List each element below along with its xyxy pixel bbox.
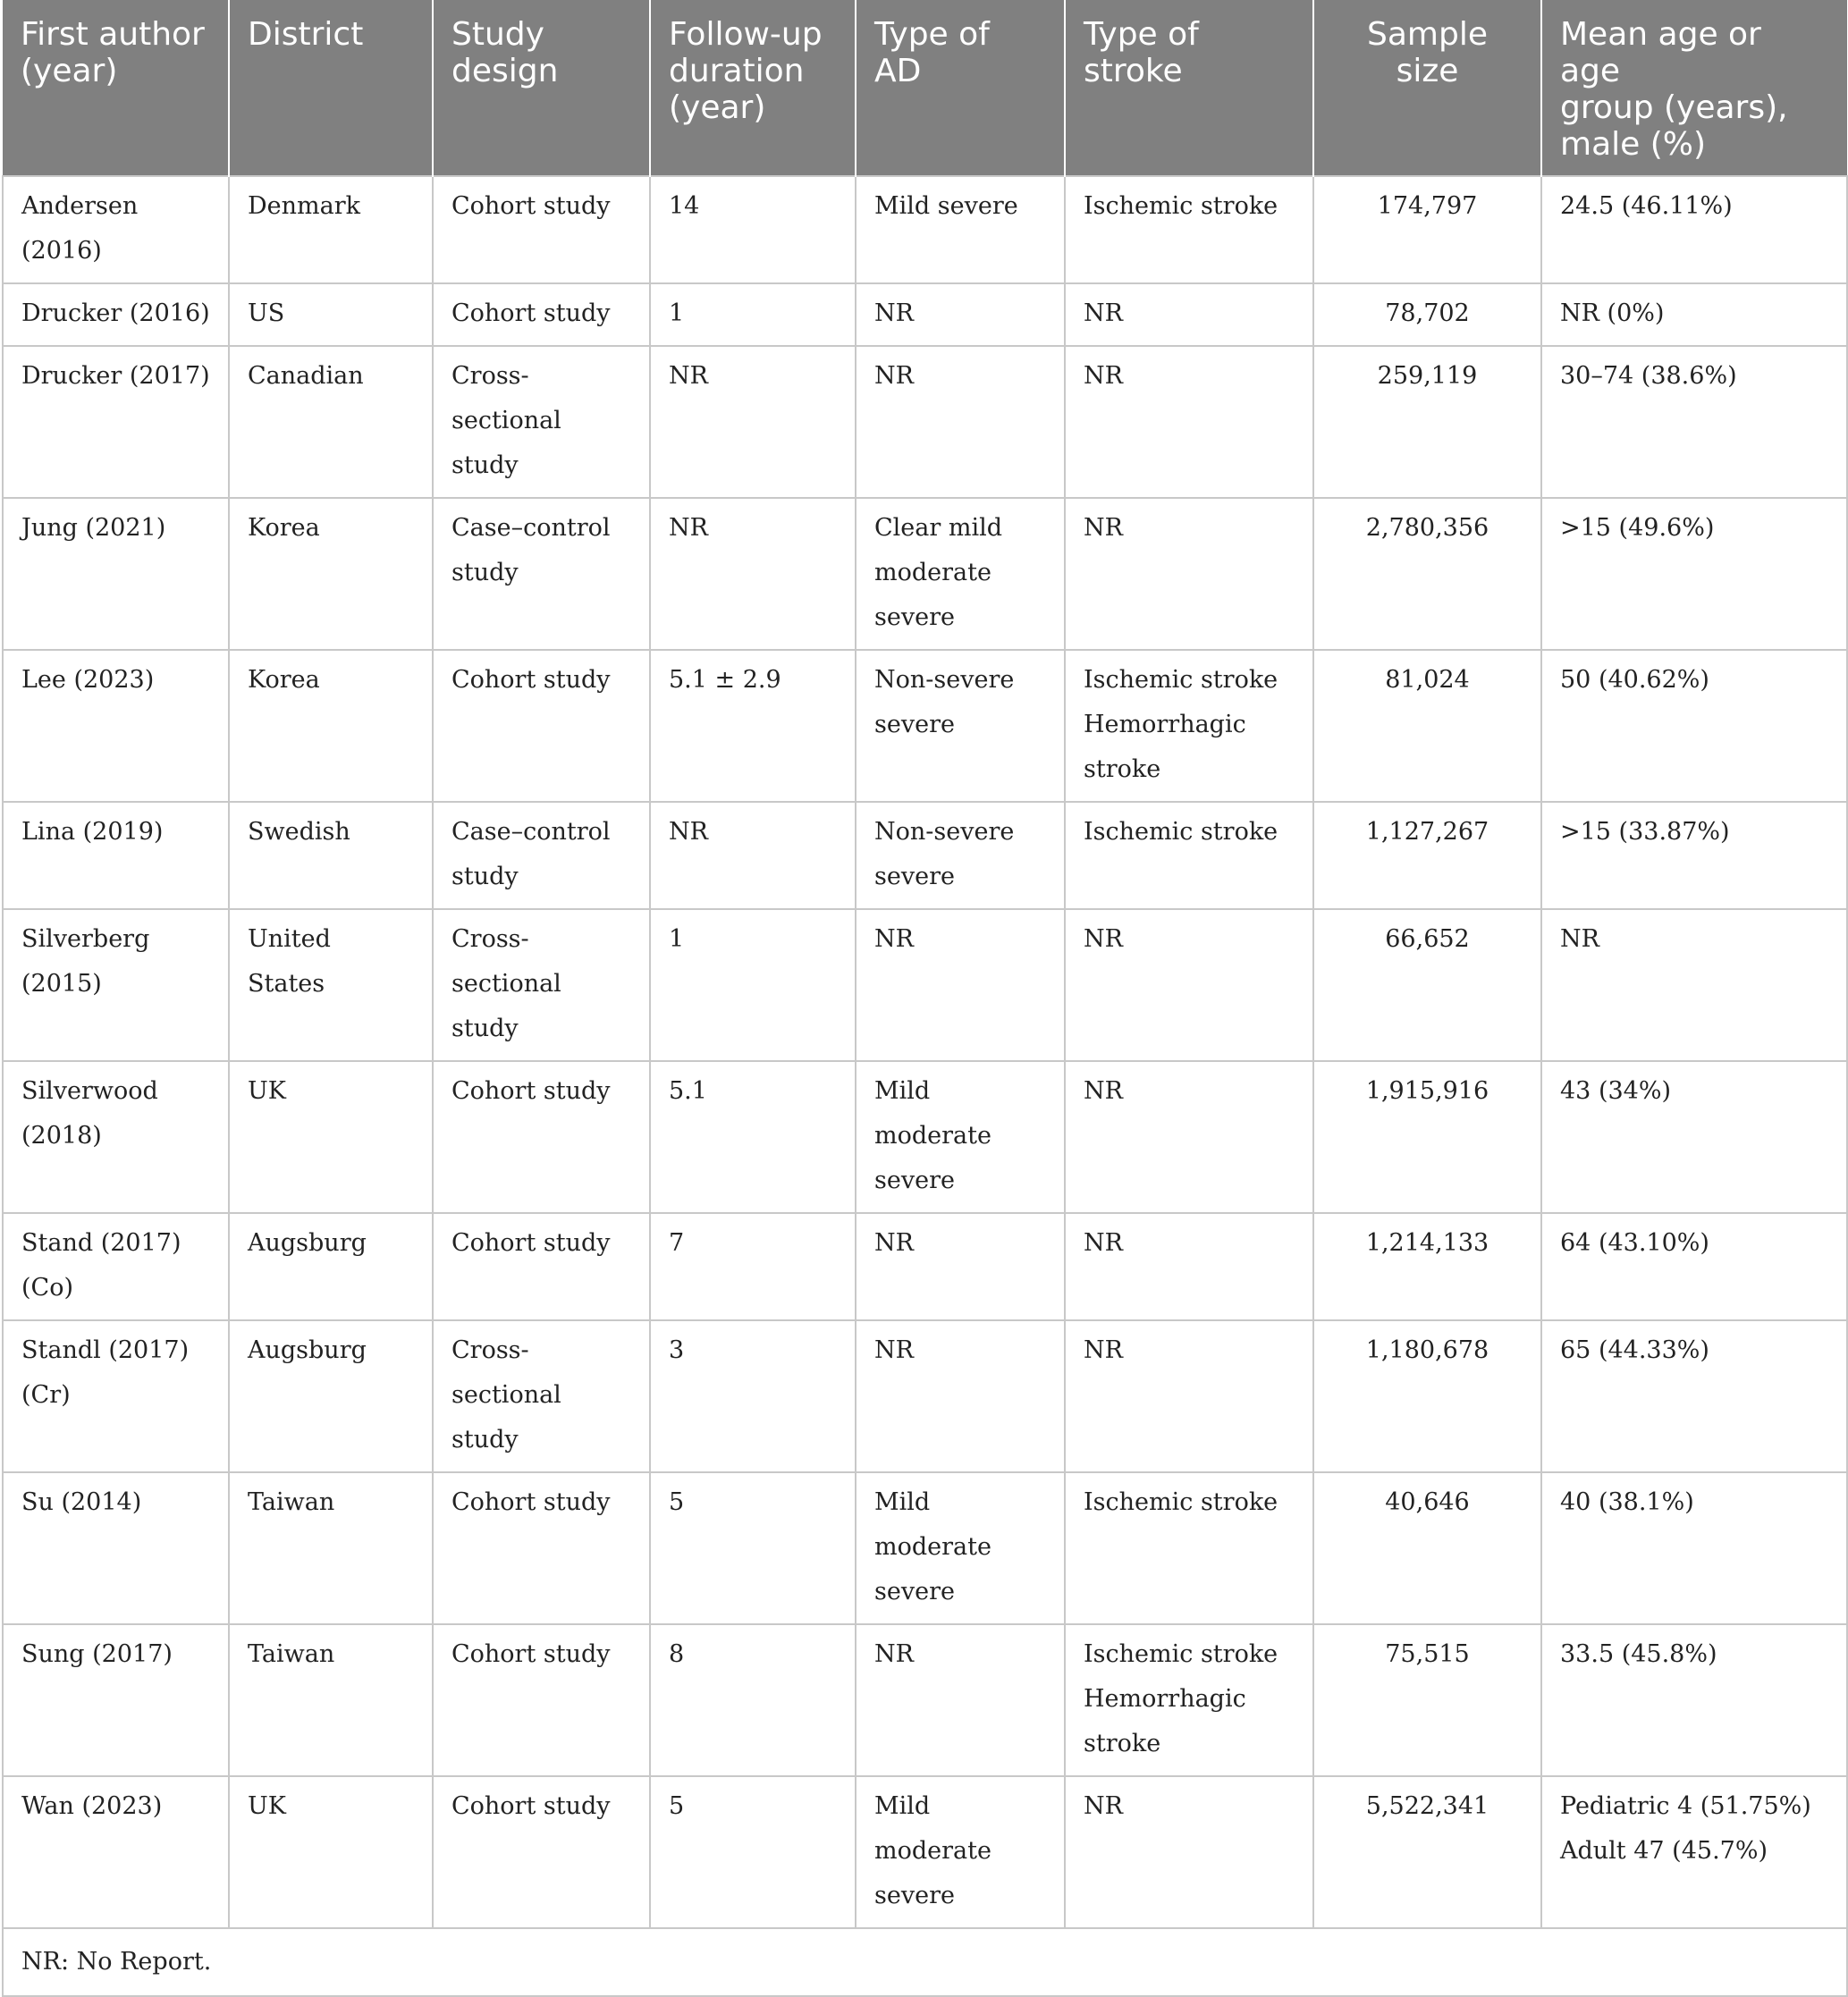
cell-sample-size: [1313, 1624, 1541, 1776]
cell-sample-size: [1313, 1472, 1541, 1624]
cell-study-design: [433, 176, 650, 283]
cell-district: [229, 1472, 433, 1624]
header-sample-size: [1313, 0, 1541, 176]
cell-text-line: NR: [874, 299, 914, 327]
cell-text: UK: [248, 1077, 286, 1105]
table-row: [3, 650, 1847, 802]
cell-text-line: Ischemic stroke: [1084, 192, 1278, 220]
cell-text-line: severe: [874, 1578, 955, 1605]
cell-text-line: Clear mild: [874, 514, 1003, 542]
cell-text-line: severe: [874, 1882, 955, 1909]
header-type-of-stroke: [1065, 0, 1313, 176]
cell-type-of-ad: [856, 1776, 1065, 1928]
cell-district: [229, 650, 433, 802]
cell-type-of-ad: [856, 650, 1065, 802]
cell-text: Jung (2021): [21, 514, 166, 542]
cell-first-author: [3, 1320, 229, 1472]
cell-district: [229, 283, 433, 346]
header-text-line: Follow-up: [669, 16, 823, 53]
header-text-line: (year): [21, 53, 118, 89]
cell-text-line: Adult 47 (45.7%): [1560, 1837, 1768, 1865]
cell-type-of-ad: [856, 346, 1065, 498]
header-text-line: Sample size: [1367, 16, 1488, 89]
cell-follow-up: [650, 650, 856, 802]
cell-text: 5,522,341: [1365, 1792, 1489, 1820]
cell-first-author: [3, 1472, 229, 1624]
table-row: [3, 1061, 1847, 1213]
cell-text-line: NR: [1084, 299, 1123, 327]
cell-text: Korea: [248, 666, 320, 694]
cell-text-line: Cohort study: [451, 192, 611, 220]
header-follow-up: [650, 0, 856, 176]
header-text-line: Mean age or age: [1560, 16, 1761, 89]
cell-type-of-ad: [856, 802, 1065, 909]
cell-text-line: Cohort study: [451, 1077, 611, 1105]
cell-text: Stand (2017) (Co): [21, 1229, 181, 1302]
cell-mean-age: [1541, 1061, 1847, 1213]
cell-text: 5: [669, 1792, 685, 1820]
cell-text-line: NR: [874, 1336, 914, 1364]
cell-study-design: [433, 283, 650, 346]
table-row: [3, 1624, 1847, 1776]
cell-text: Silverberg (2015): [21, 925, 150, 998]
cell-sample-size: [1313, 1320, 1541, 1472]
cell-text: Augsburg: [248, 1336, 367, 1364]
cell-sample-size: [1313, 283, 1541, 346]
cell-follow-up: [650, 1624, 856, 1776]
cell-type-of-stroke: [1065, 176, 1313, 283]
cell-sample-size: [1313, 1213, 1541, 1320]
cell-follow-up: [650, 1061, 856, 1213]
cell-text-line: NR: [874, 1640, 914, 1668]
cell-mean-age: [1541, 346, 1847, 498]
cell-text: 1,915,916: [1365, 1077, 1489, 1105]
cell-type-of-stroke: [1065, 283, 1313, 346]
table-body: [3, 176, 1847, 1996]
cell-text: Silverwood (2018): [21, 1077, 158, 1150]
cell-text-line: NR: [874, 1229, 914, 1257]
cell-text-line: Cohort study: [451, 299, 611, 327]
cell-type-of-stroke: [1065, 1061, 1313, 1213]
cell-text: 5.1: [669, 1077, 707, 1105]
cell-text-line: study: [451, 863, 519, 890]
cell-text: 66,652: [1385, 925, 1470, 953]
table-row: [3, 346, 1847, 498]
cell-text-line: NR (0%): [1560, 299, 1665, 327]
cell-text: 259,119: [1377, 362, 1478, 390]
header-text-line: Study: [451, 16, 544, 53]
header-row: [3, 0, 1847, 176]
cell-mean-age: [1541, 650, 1847, 802]
cell-district: [229, 498, 433, 650]
table-row: [3, 176, 1847, 283]
cell-text-line: NR: [1560, 925, 1599, 953]
cell-sample-size: [1313, 1061, 1541, 1213]
table-row: [3, 1213, 1847, 1320]
cell-mean-age: [1541, 498, 1847, 650]
cell-text: 174,797: [1377, 192, 1478, 220]
cell-text: Su (2014): [21, 1488, 142, 1516]
cell-study-design: [433, 1472, 650, 1624]
cell-type-of-stroke: [1065, 1624, 1313, 1776]
cell-text: UK: [248, 1792, 286, 1820]
cell-district: [229, 1776, 433, 1928]
header-district: [229, 0, 433, 176]
cell-study-design: [433, 1061, 650, 1213]
cell-text-line: NR: [1084, 1336, 1123, 1364]
cell-text-line: NR: [1084, 362, 1123, 390]
header-text-line: stroke: [1084, 53, 1183, 89]
cell-text-line: NR: [1084, 514, 1123, 542]
cell-study-design: [433, 1213, 650, 1320]
cell-text-line: Hemorrhagic stroke: [1084, 1685, 1246, 1757]
cell-text-line: 50 (40.62%): [1560, 666, 1709, 694]
cell-text: Wan (2023): [21, 1792, 163, 1820]
cell-follow-up: [650, 1320, 856, 1472]
cell-type-of-stroke: [1065, 802, 1313, 909]
cell-text-line: Cohort study: [451, 1792, 611, 1820]
cell-text: 1: [669, 925, 685, 953]
cell-type-of-stroke: [1065, 1776, 1313, 1928]
cell-text: 75,515: [1385, 1640, 1470, 1668]
header-text-line: design: [451, 53, 559, 89]
header-text-line: (year): [669, 89, 766, 126]
cell-text: 78,702: [1385, 299, 1470, 327]
cell-follow-up: [650, 1472, 856, 1624]
cell-district: [229, 176, 433, 283]
cell-text: 1,180,678: [1365, 1336, 1489, 1364]
cell-text-line: Cohort study: [451, 1488, 611, 1516]
cell-study-design: [433, 498, 650, 650]
cell-text-line: Ischemic stroke: [1084, 1488, 1278, 1516]
cell-district: [229, 1061, 433, 1213]
cell-follow-up: [650, 802, 856, 909]
cell-text: United States: [248, 925, 331, 998]
cell-text-line: 43 (34%): [1560, 1077, 1672, 1105]
cell-sample-size: [1313, 346, 1541, 498]
cell-mean-age: [1541, 1624, 1847, 1776]
cell-text: 2,780,356: [1365, 514, 1489, 542]
cell-text-line: 64 (43.10%): [1560, 1229, 1709, 1257]
cell-district: [229, 1624, 433, 1776]
cell-text-line: >15 (49.6%): [1560, 514, 1715, 542]
cell-text: US: [248, 299, 285, 327]
cell-text-line: NR: [1084, 1077, 1123, 1105]
cell-type-of-ad: [856, 1061, 1065, 1213]
cell-type-of-stroke: [1065, 909, 1313, 1061]
header-first-author: [3, 0, 229, 176]
cell-follow-up: [650, 283, 856, 346]
cell-type-of-stroke: [1065, 650, 1313, 802]
cell-text: NR: [669, 362, 708, 390]
cell-follow-up: [650, 346, 856, 498]
header-text-line: District: [248, 16, 364, 53]
cell-sample-size: [1313, 498, 1541, 650]
cell-type-of-ad: [856, 909, 1065, 1061]
cell-study-design: [433, 1776, 650, 1928]
cell-type-of-ad: [856, 1624, 1065, 1776]
cell-sample-size: [1313, 802, 1541, 909]
cell-first-author: [3, 1061, 229, 1213]
cell-text-line: 65 (44.33%): [1560, 1336, 1709, 1364]
cell-text: 8: [669, 1640, 685, 1668]
cell-text-line: >15 (33.87%): [1560, 818, 1730, 846]
cell-follow-up: [650, 1213, 856, 1320]
cell-text: Taiwan: [248, 1488, 335, 1516]
cell-text: Canadian: [248, 362, 364, 390]
cell-text-line: Non-severe: [874, 818, 1015, 846]
cell-text-line: 30–74 (38.6%): [1560, 362, 1737, 390]
cell-text-line: moderate severe: [874, 559, 992, 631]
cell-text: NR: [669, 818, 708, 846]
cell-first-author: [3, 283, 229, 346]
cell-text: Swedish: [248, 818, 350, 846]
cell-text-line: NR: [1084, 1229, 1123, 1257]
cell-follow-up: [650, 176, 856, 283]
cell-text-line: Mild moderate: [874, 1792, 992, 1865]
cell-text-line: study: [451, 559, 519, 586]
cell-first-author: [3, 1213, 229, 1320]
cell-text-line: study: [451, 1426, 519, 1454]
cell-mean-age: [1541, 283, 1847, 346]
cell-text-line: Ischemic stroke: [1084, 818, 1278, 846]
cell-study-design: [433, 909, 650, 1061]
study-characteristics-table-wrapper: [2, 0, 1846, 1997]
cell-text: 5: [669, 1488, 685, 1516]
table-header: [3, 0, 1847, 176]
cell-text-line: Ischemic stroke: [1084, 1640, 1278, 1668]
cell-type-of-stroke: [1065, 1472, 1313, 1624]
cell-text-line: severe: [874, 863, 955, 890]
cell-text: Andersen (2016): [21, 192, 139, 265]
cell-text: 1: [669, 299, 685, 327]
header-text-line: Type of: [1084, 16, 1199, 53]
header-text-line: male (%): [1560, 126, 1707, 163]
cell-text-line: Cross-sectional: [451, 925, 561, 998]
cell-text-line: NR: [874, 362, 914, 390]
cell-district: [229, 1320, 433, 1472]
cell-text-line: Mild moderate: [874, 1488, 992, 1561]
cell-text: Lina (2019): [21, 818, 164, 846]
cell-text: Taiwan: [248, 1640, 335, 1668]
cell-text: Augsburg: [248, 1229, 367, 1257]
cell-type-of-ad: [856, 1472, 1065, 1624]
cell-text-line: study: [451, 1015, 519, 1042]
cell-type-of-ad: [856, 498, 1065, 650]
cell-text-line: Cross-sectional: [451, 1336, 561, 1409]
cell-first-author: [3, 802, 229, 909]
cell-study-design: [433, 346, 650, 498]
cell-follow-up: [650, 909, 856, 1061]
cell-type-of-stroke: [1065, 346, 1313, 498]
cell-text-line: 24.5 (46.11%): [1560, 192, 1733, 220]
cell-text-line: Cohort study: [451, 666, 611, 694]
cell-mean-age: [1541, 1472, 1847, 1624]
cell-text: Drucker (2016): [21, 299, 210, 327]
cell-text: 3: [669, 1336, 685, 1364]
cell-text-line: Pediatric 4 (51.75%): [1560, 1792, 1811, 1820]
cell-text-line: Non-severe: [874, 666, 1015, 694]
cell-text: 14: [669, 192, 700, 220]
table-row: [3, 802, 1847, 909]
cell-sample-size: [1313, 909, 1541, 1061]
cell-study-design: [433, 1320, 650, 1472]
cell-text: 81,024: [1385, 666, 1470, 694]
cell-first-author: [3, 176, 229, 283]
cell-text: 7: [669, 1229, 685, 1257]
cell-text-line: NR: [1084, 1792, 1123, 1820]
table-row: [3, 1320, 1847, 1472]
cell-text-line: Case–control: [451, 818, 611, 846]
cell-type-of-stroke: [1065, 498, 1313, 650]
cell-first-author: [3, 1776, 229, 1928]
table-row: [3, 1472, 1847, 1624]
header-text-line: First author: [21, 16, 205, 53]
header-study-design: [433, 0, 650, 176]
cell-text-line: Mild severe: [874, 192, 1018, 220]
cell-first-author: [3, 346, 229, 498]
cell-sample-size: [1313, 650, 1541, 802]
cell-type-of-ad: [856, 1213, 1065, 1320]
table-row: [3, 283, 1847, 346]
cell-district: [229, 909, 433, 1061]
cell-text: 1,127,267: [1365, 818, 1489, 846]
table-row: [3, 909, 1847, 1061]
cell-text-line: Ischemic stroke: [1084, 666, 1278, 694]
table-row: [3, 1776, 1847, 1928]
header-text-line: duration: [669, 53, 805, 89]
cell-first-author: [3, 909, 229, 1061]
cell-district: [229, 802, 433, 909]
cell-text-line: Hemorrhagic stroke: [1084, 711, 1246, 783]
cell-text-line: NR: [874, 925, 914, 953]
cell-text-line: severe: [874, 1167, 955, 1194]
cell-mean-age: [1541, 176, 1847, 283]
cell-first-author: [3, 650, 229, 802]
cell-district: [229, 1213, 433, 1320]
cell-text-line: Cohort study: [451, 1640, 611, 1668]
cell-text: Sung (2017): [21, 1640, 173, 1668]
cell-text: Standl (2017) (Cr): [21, 1336, 190, 1409]
cell-study-design: [433, 1624, 650, 1776]
cell-study-design: [433, 802, 650, 909]
cell-text: 5.1 ± 2.9: [669, 666, 781, 694]
cell-first-author: [3, 498, 229, 650]
cell-mean-age: [1541, 1776, 1847, 1928]
cell-follow-up: [650, 1776, 856, 1928]
cell-district: [229, 346, 433, 498]
header-mean-age: [1541, 0, 1847, 176]
table-footnote: NR: No Report.: [3, 1928, 1847, 1996]
table-row: [3, 498, 1847, 650]
cell-text: 40,646: [1385, 1488, 1470, 1516]
cell-first-author: [3, 1624, 229, 1776]
cell-text-line: 33.5 (45.8%): [1560, 1640, 1717, 1668]
cell-type-of-ad: [856, 176, 1065, 283]
cell-text-line: severe: [874, 711, 955, 738]
header-text-line: Type of AD: [874, 16, 990, 89]
header-type-of-ad: [856, 0, 1065, 176]
cell-text-line: 40 (38.1%): [1560, 1488, 1694, 1516]
cell-text-line: study: [451, 451, 519, 479]
cell-text-line: Cohort study: [451, 1229, 611, 1257]
cell-type-of-stroke: [1065, 1213, 1313, 1320]
cell-sample-size: [1313, 176, 1541, 283]
cell-mean-age: [1541, 1320, 1847, 1472]
cell-text-line: Cross-sectional: [451, 362, 561, 434]
cell-text: 1,214,133: [1365, 1229, 1489, 1257]
cell-mean-age: [1541, 1213, 1847, 1320]
cell-sample-size: [1313, 1776, 1541, 1928]
cell-text: Drucker (2017): [21, 362, 210, 390]
cell-type-of-ad: [856, 1320, 1065, 1472]
header-text-line: group (years),: [1560, 89, 1788, 126]
cell-follow-up: [650, 498, 856, 650]
footnote-row: [3, 1928, 1847, 1996]
cell-text-line: Case–control: [451, 514, 611, 542]
cell-text: Korea: [248, 514, 320, 542]
cell-text-line: Mild moderate: [874, 1077, 992, 1150]
cell-text: Lee (2023): [21, 666, 155, 694]
cell-mean-age: [1541, 802, 1847, 909]
cell-text: NR: [669, 514, 708, 542]
cell-text: Denmark: [248, 192, 360, 220]
cell-mean-age: [1541, 909, 1847, 1061]
cell-study-design: [433, 650, 650, 802]
study-characteristics-table: [2, 0, 1848, 1997]
cell-type-of-ad: [856, 283, 1065, 346]
cell-type-of-stroke: [1065, 1320, 1313, 1472]
cell-text-line: NR: [1084, 925, 1123, 953]
